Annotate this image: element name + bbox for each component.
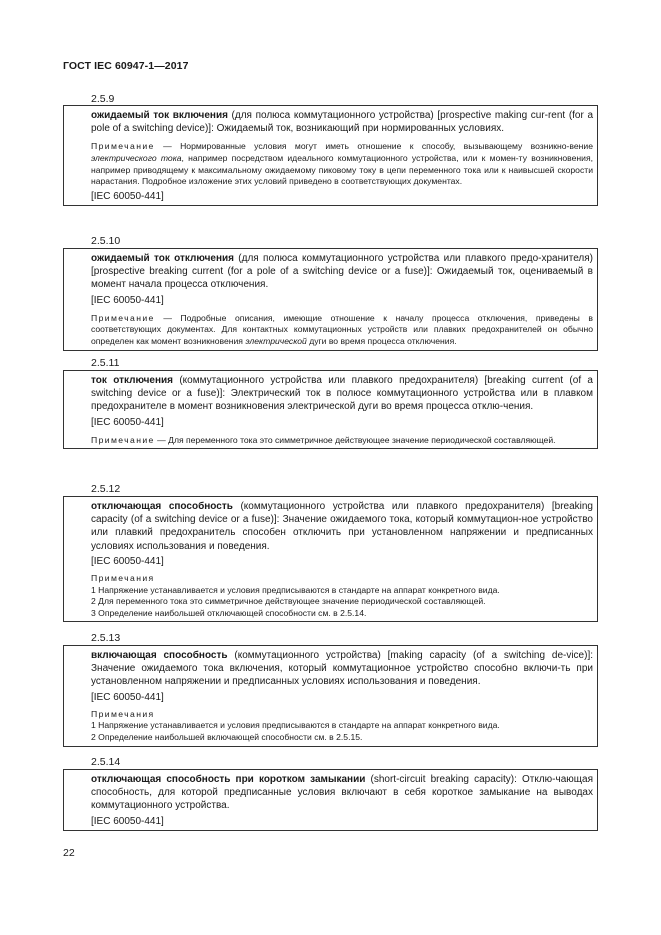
clause-number: 2.5.14 bbox=[91, 756, 121, 768]
reference: [IEC 60050-441] bbox=[91, 691, 164, 703]
note-item: 1 Напряжение устанавливается и условия предписываются в стандарте на аппарат конкретного вида. bbox=[91, 720, 500, 731]
clause-number: 2.5.13 bbox=[91, 632, 121, 644]
clause-number: 2.5.11 bbox=[91, 357, 120, 369]
definition-text: отключающая способность (коммутационного устройства или плавкого предохранителя) [breaking capacity (of a switching device or a fuse)]: Значение ожидаемого тока, который коммутацион-ное устройство или плавкий предохранитель способен отключить при установленном напряжении и предписанных условиях использования и поведения. bbox=[91, 501, 593, 552]
definition-box bbox=[63, 769, 598, 831]
reference: [IEC 60050-441] bbox=[91, 294, 164, 306]
note-label: Примечание bbox=[91, 312, 155, 323]
note: Примечание — Подробные описания, имеющие отношение к началу процесса отключения, приведены в соответствующих документах. Для контактных коммутационных устройств или плавких предохранителей он обычно определен как момент возникновения электрической дуги во время процесса отключения. bbox=[91, 312, 593, 346]
term: ожидаемый ток включения bbox=[91, 110, 228, 121]
definition-text: отключающая способность при коротком замыкании (short-circuit breaking capacity): Отклю-чающая способность, для которой предписанные условия включают в себя короткое замыкание на выводах коммутационного устройства. bbox=[91, 774, 593, 812]
definition-text: ожидаемый ток отключения (для полюса коммутационного устройства или плавкого предо-хранителя) [prospective breaking current (for a pole of a switching device or a fuse)]: Ожидаемый ток, оцениваемый в момент начала процесса отключения. bbox=[91, 253, 594, 291]
note-label: Примечание bbox=[91, 434, 155, 445]
term: отключающая способность bbox=[91, 501, 233, 512]
note-item: 1 Напряжение устанавливается и условия предписываются в стандарте на аппарат конкретного вида. bbox=[91, 584, 500, 595]
note-item: 3 Определение наибольшей отключающей способности см. в 2.5.14. bbox=[91, 607, 367, 618]
page-number: 22 bbox=[63, 847, 75, 859]
term: ток отключения bbox=[91, 375, 173, 386]
definition-box bbox=[63, 248, 598, 351]
note-label: Примечание bbox=[91, 141, 155, 152]
clause-number: 2.5.10 bbox=[91, 235, 121, 247]
term: ожидаемый ток отключения bbox=[91, 253, 234, 264]
note-item: 2 Определение наибольшей включающей способности см. в 2.5.15. bbox=[91, 732, 363, 742]
notes-title: Примечания bbox=[91, 573, 155, 584]
definition-box bbox=[63, 105, 598, 206]
reference: [IEC 60050-441] bbox=[91, 555, 164, 567]
note: Примечание — Нормированные условия могут иметь отношение к способу, вызывающему возникно-вение электрического тока, например посредством идеального коммутационного устройства, или к момен-ту возникновения, например приводящему к максимальному ожидаемому пиковому току в цепи переменного тока или к наивысшей скорости нарастания. Подробное изложение этих условий приведено в соответствующих документах. bbox=[91, 141, 593, 187]
reference: [IEC 60050-441] bbox=[91, 416, 164, 428]
definition-box bbox=[63, 645, 598, 747]
definition-text: ток отключения (коммутационного устройства или плавкого предохранителя) [breaking current (of a switching device or a fuse)]: Электрический ток в полюсе коммутационного устройства или в плавком предохранителе в момент возникновения электрической дуги во время процесса отклю-чения. bbox=[91, 375, 593, 413]
reference: [IEC 60050-441] bbox=[91, 815, 164, 827]
note: Примечание — Для переменного тока это симметричное действующее значение периодической составляющей. bbox=[91, 434, 556, 445]
reference: [IEC 60050-441] bbox=[91, 190, 164, 202]
clause-number: 2.5.12 bbox=[91, 483, 121, 495]
note-item: 2 Для переменного тока это симметричное действующее значение периодической составляющей. bbox=[91, 596, 486, 607]
term: отключающая способность при коротком замыкании bbox=[91, 774, 366, 785]
document-header: ГОСТ IEC 60947-1—2017 bbox=[63, 60, 189, 72]
definition-text: включающая способность (коммутационного устройства) [making capacity (of a switching de-vice)]: Значение ожидаемого тока включения, который коммутационное устройство способно включи-ть при установленном напряжении и предписанных условиях использования и поведения. bbox=[91, 650, 594, 688]
notes-title: Примечания bbox=[91, 708, 155, 719]
clause-number: 2.5.9 bbox=[91, 93, 115, 105]
definition-box bbox=[63, 370, 598, 449]
term: включающая способность bbox=[91, 650, 228, 661]
definition-box bbox=[63, 496, 598, 622]
definition-text: ожидаемый ток включения (для полюса коммутационного устройства) [prospective making cur-rent (for a pole of a switching device)]: Ожидаемый ток, возникающий при нормированных условиях. bbox=[91, 110, 594, 135]
